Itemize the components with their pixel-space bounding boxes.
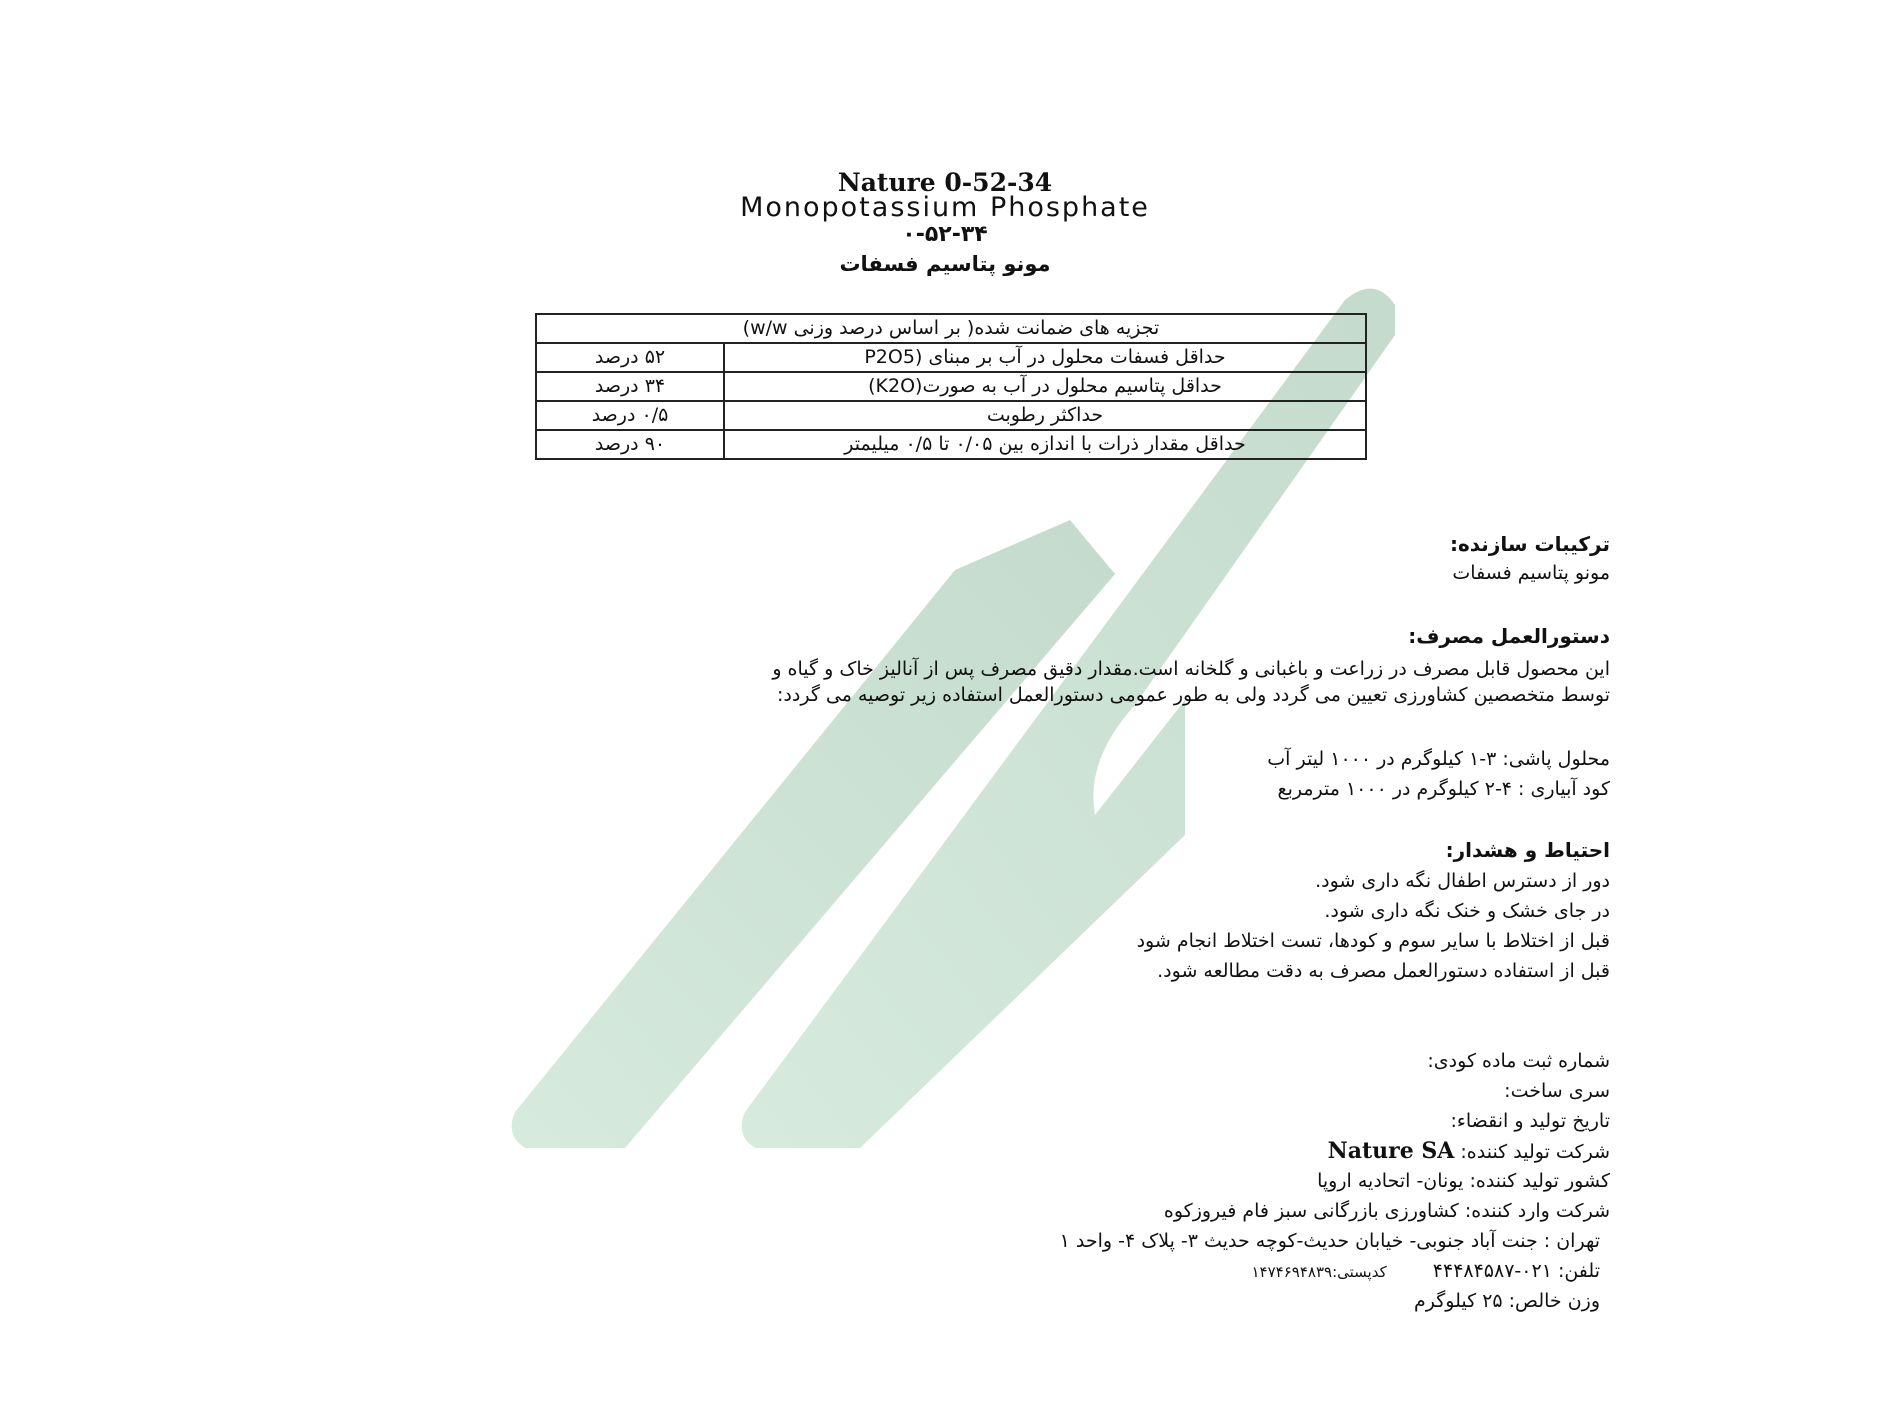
spec-table — [535, 313, 1367, 460]
spec-value: ۳۴ درصد — [536, 372, 724, 401]
spec-value: ۰/۵ درصد — [536, 401, 724, 430]
spec-table-heading: تجزیه های ضمانت شده( بر اساس درصد وزنی w/w) — [536, 314, 1366, 343]
product-code-fa: ۰-۵۲-۳۴ — [902, 222, 988, 247]
registration-number: شماره ثبت ماده کودی: — [1427, 1050, 1610, 1072]
table-row — [536, 343, 1366, 372]
production-expiry-date: تاریخ تولید و انقضاء: — [1450, 1110, 1610, 1132]
spec-label: حداقل پتاسیم محلول در آب به صورت(K2O) — [724, 372, 1366, 401]
list-item: در جای خشک و خنک نگه داری شود. — [1324, 900, 1610, 922]
warnings-title: احتیاط و هشدار: — [1445, 838, 1610, 862]
spec-label: حداقل فسفات محلول در آب بر مبنای (P2O5 — [724, 343, 1366, 372]
importer: شرکت وارد کننده: کشاورزی بازرگانی سبز فام فیروزکوه — [1163, 1200, 1610, 1222]
table-row — [536, 372, 1366, 401]
spec-value: ۵۲ درصد — [536, 343, 724, 372]
product-subtitle-en: Monopotassium Phosphate — [740, 192, 1150, 223]
list-item: دور از دسترس اطفال نگه داری شود. — [1315, 870, 1610, 892]
manufacturer-label: شرکت تولید کننده: — [1460, 1141, 1610, 1163]
address: تهران : جنت آباد جنوبی- خیابان حدیث-کوچه حدیث ۳- پلاک ۴- واحد ۱ — [1059, 1230, 1600, 1252]
spec-label: حداقل مقدار ذرات با اندازه بین ۰/۰۵ تا ۰/۵ میلیمتر — [724, 430, 1366, 459]
usage-paragraph-line-2: توسط متخصصین کشاورزی تعیین می گردد ولی به طور عمومی دستورالعمل استفاده زیر توصیه می گردد: — [777, 684, 1610, 706]
composition-text: مونو پتاسیم فسفات — [1452, 562, 1610, 584]
table-row — [536, 401, 1366, 430]
manufacturer — [1328, 1138, 1610, 1164]
phone: تلفن: ۰۲۱-۴۴۴۸۴۵۸۷ — [1432, 1260, 1600, 1282]
usage-title: دستورالعمل مصرف: — [1408, 624, 1610, 648]
contact-line — [1252, 1260, 1601, 1282]
spec-table-heading-row — [536, 314, 1366, 343]
list-item: قبل از استفاده دستورالعمل مصرف به دقت مطالعه شود. — [1157, 960, 1610, 982]
usage-method-spray: محلول پاشی: ۳-۱ کیلوگرم در ۱۰۰۰ لیتر آب — [1267, 748, 1610, 770]
product-title-en: Nature 0-52-34 — [837, 168, 1053, 197]
spec-value: ۹۰ درصد — [536, 430, 724, 459]
usage-method-fertigation: کود آبیاری : ۴-۲ کیلوگرم در ۱۰۰۰ مترمربع — [1277, 778, 1610, 800]
spec-label: حداکثر رطوبت — [724, 401, 1366, 430]
composition-title: ترکیبات سازنده: — [1449, 532, 1610, 556]
manufacturer-name: Nature SA — [1327, 1138, 1455, 1164]
product-title-fa: مونو پتاسیم فسفات — [839, 252, 1051, 276]
manufacturer-country: کشور تولید کننده: یونان- اتحادیه اروپا — [1317, 1170, 1610, 1192]
list-item: قبل از اختلاط با سایر سوم و کودها، تست اختلاط انجام شود — [1136, 930, 1610, 952]
usage-paragraph-line-1: این محصول قابل مصرف در زراعت و باغبانی و گلخانه است.مقدار دقیق مصرف پس از آنالیز خاک و گیاه و — [772, 658, 1610, 680]
postal-code: کدپستی:۱۴۷۴۶۹۴۸۳۹ — [1251, 1263, 1387, 1281]
batch-number: سری ساخت: — [1504, 1080, 1610, 1102]
table-row — [536, 430, 1366, 459]
net-weight: وزن خالص: ۲۵ کیلوگرم — [1413, 1290, 1600, 1312]
